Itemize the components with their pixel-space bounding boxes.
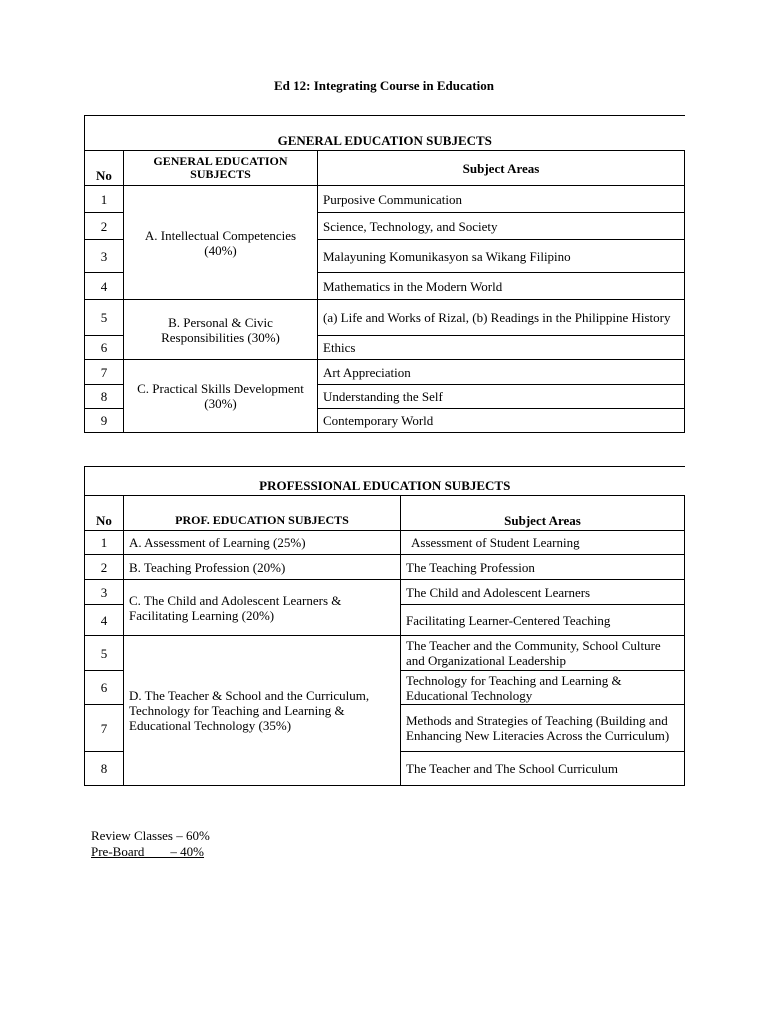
professional-education-table — [84, 466, 685, 786]
group-personal-civic: B. Personal & Civic Responsibilities (30%) — [124, 300, 318, 360]
document-title: Ed 12: Integrating Course in Education — [274, 78, 494, 93]
row-number: 8 — [85, 385, 124, 409]
row-number: 9 — [85, 409, 124, 433]
row-number: 7 — [85, 705, 124, 752]
general-education-banner: GENERAL EDUCATION SUBJECTS — [85, 116, 685, 151]
row-number: 8 — [85, 752, 124, 786]
table-row — [85, 580, 685, 605]
table-row — [85, 360, 685, 385]
header-no: No — [85, 151, 124, 186]
table-row — [85, 531, 685, 555]
header-no: No — [85, 496, 124, 531]
review-classes-note: Review Classes – 60% — [91, 828, 210, 843]
row-number: 1 — [85, 531, 124, 555]
subject-area: Purposive Communication — [318, 186, 685, 213]
row-number: 6 — [85, 671, 124, 705]
general-education-table — [84, 115, 685, 433]
table-row — [85, 555, 685, 580]
subject-area: Methods and Strategies of Teaching (Building and Enhancing New Literacies Across the Curriculum) — [401, 705, 685, 752]
subject-area: (a) Life and Works of Rizal, (b) Readings in the Philippine History — [318, 300, 685, 336]
row-number: 5 — [85, 300, 124, 336]
row-number: 6 — [85, 336, 124, 360]
professional-education-banner: PROFESSIONAL EDUCATION SUBJECTS — [85, 467, 685, 496]
subject-area: Ethics — [318, 336, 685, 360]
subject-area: The Teacher and the Community, School Culture and Organizational Leadership — [401, 636, 685, 671]
table-row — [85, 186, 685, 213]
row-number: 5 — [85, 636, 124, 671]
group-practical-skills: C. Practical Skills Development (30%) — [124, 360, 318, 433]
subject-area: Understanding the Self — [318, 385, 685, 409]
subject-area: Mathematics in the Modern World — [318, 273, 685, 300]
subject-area: Art Appreciation — [318, 360, 685, 385]
row-number: 2 — [85, 555, 124, 580]
group-teaching-profession: B. Teaching Profession (20%) — [124, 555, 401, 580]
header-subject-areas: Subject Areas — [318, 151, 685, 186]
table-row — [85, 300, 685, 336]
row-number: 3 — [85, 240, 124, 273]
header-group: GENERAL EDUCATION SUBJECTS — [124, 151, 318, 186]
group-assessment-of-learning: A. Assessment of Learning (25%) — [124, 531, 401, 555]
subject-area: The Teaching Profession — [401, 555, 685, 580]
subject-area: Facilitating Learner-Centered Teaching — [401, 605, 685, 636]
group-child-adolescent-learners: C. The Child and Adolescent Learners & Facilitating Learning (20%) — [124, 580, 401, 636]
subject-area: Assessment of Student Learning — [401, 531, 685, 555]
row-number: 3 — [85, 580, 124, 605]
subject-area: Contemporary World — [318, 409, 685, 433]
subject-area: The Teacher and The School Curriculum — [401, 752, 685, 786]
row-number: 7 — [85, 360, 124, 385]
pre-board-note: Pre-Board – 40% — [91, 844, 205, 859]
header-group: PROF. EDUCATION SUBJECTS — [124, 496, 401, 531]
row-number: 2 — [85, 213, 124, 240]
header-subject-areas: Subject Areas — [401, 496, 685, 531]
subject-area: The Child and Adolescent Learners — [401, 580, 685, 605]
row-number: 4 — [85, 605, 124, 636]
row-number: 1 — [85, 186, 124, 213]
table-row — [85, 636, 685, 671]
subject-area: Science, Technology, and Society — [318, 213, 685, 240]
footer-notes — [91, 828, 210, 860]
subject-area: Malayuning Komunikasyon sa Wikang Filipino — [318, 240, 685, 273]
subject-area: Technology for Teaching and Learning & Educational Technology — [401, 671, 685, 705]
group-teacher-school-curriculum: D. The Teacher & School and the Curriculum, Technology for Teaching and Learning & Educational Technology (35%) — [124, 636, 401, 786]
group-intellectual-competencies: A. Intellectual Competencies (40%) — [124, 186, 318, 300]
row-number: 4 — [85, 273, 124, 300]
